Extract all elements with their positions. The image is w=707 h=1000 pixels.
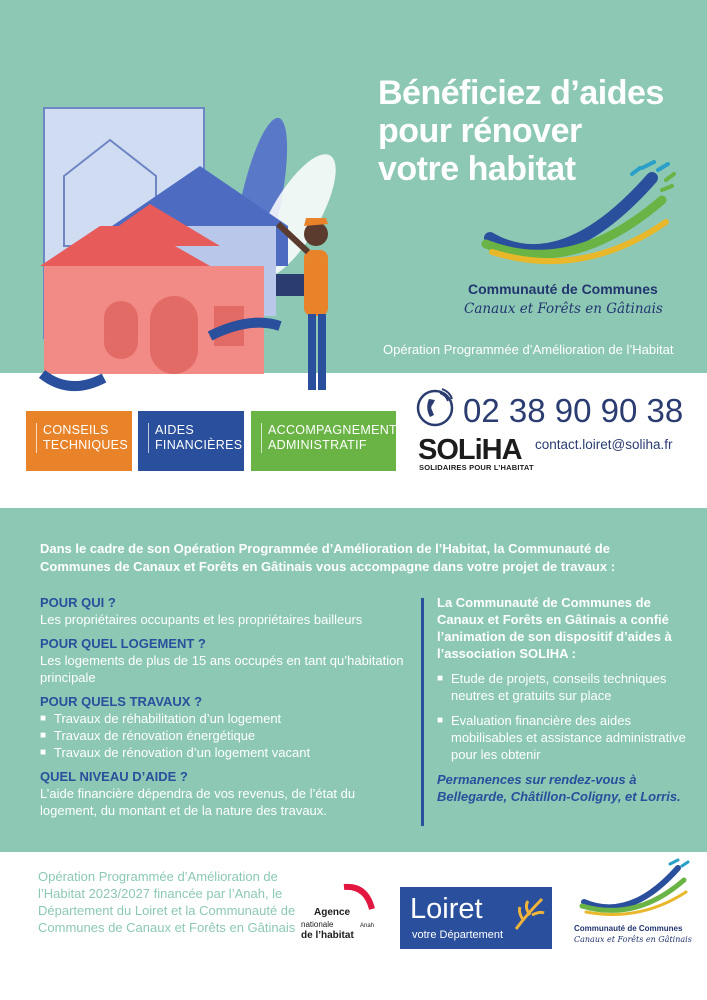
service-conseils: [26, 411, 132, 471]
service-aides: [138, 411, 244, 471]
service-accompagnement: [251, 411, 396, 471]
service-line: AIDES: [155, 423, 195, 437]
section-title: POUR QUEL LOGEMENT ?: [40, 636, 206, 651]
section-text: Les propriétaires occupants et les propriétaires bailleurs: [40, 612, 363, 627]
section-logement: [40, 635, 410, 686]
soliha-logo: SOLiHA: [418, 434, 522, 466]
anah-line: de l’habitat: [301, 930, 354, 941]
list-item: ■ Etude de projets, conseils techniques neutres et gratuits sur place: [437, 670, 699, 704]
cc-logo-subtitle: Canaux et Forêts en Gâtinais: [464, 301, 663, 317]
wheat-icon: [508, 893, 548, 933]
loiret-title: Loiret: [410, 893, 483, 925]
left-column: [40, 594, 410, 826]
cc-logo-title: Communauté de Communes: [468, 281, 658, 297]
section-title: QUEL NIVEAU D’AIDE ?: [40, 769, 188, 784]
section-title: POUR QUI ?: [40, 595, 116, 610]
cc-small-title: Communauté de Communes: [574, 924, 683, 933]
section-text: L’aide financière dépendra de vos revenus, de l’état du logement, du montant et de la nature des travaux.: [40, 786, 356, 818]
permanences-text: Permanences sur rendez-vous à Bellegarde, Châtillon-Coligny, et Lorris.: [437, 772, 681, 804]
footer-text: Opération Programmée d’Amélioration de l’Habitat 2023/2027 financée par l’Anah, le Département du Loiret et la Communauté de Communes de Canaux et Forêts en Gâtinais: [38, 869, 296, 935]
intro-text: Dans le cadre de son Opération Programmée d’Amélioration de l’Habitat, la Communauté de Communes de Canaux et Forêts en Gâtinais vous accompagne dans votre projet de travaux :: [40, 541, 616, 574]
service-line: ACCOMPAGNEMENT: [268, 423, 397, 437]
cc-swoosh-logo-icon: [462, 160, 678, 280]
cc-logo-small: [574, 858, 694, 948]
section-niveau: [40, 768, 410, 819]
service-line: CONSEILS: [43, 423, 109, 437]
right-heading: La Communauté de Communes de Canaux et Forêts en Gâtinais a confié l’animation de son dispositif d’aides à l’association SOLIHA :: [437, 595, 672, 661]
loiret-subtitle: votre Département: [412, 929, 504, 941]
service-line: TECHNIQUES: [43, 438, 128, 452]
contact-email[interactable]: contact.loiret@soliha.fr: [535, 437, 673, 452]
list-item: ■ Travaux de rénovation d’un logement vacant: [40, 744, 410, 761]
loiret-logo: [400, 887, 552, 949]
program-label: Opération Programmée d’Amélioration de l’Habitat: [383, 342, 674, 357]
list-item: ■ Travaux de rénovation énergétique: [40, 727, 410, 744]
column-divider: [421, 598, 424, 826]
section-travaux: [40, 693, 410, 761]
soliha-tagline: SOLIDAIRES POUR L’HABITAT: [419, 463, 534, 472]
section-text: Les logements de plus de 15 ans occupés en tant qu’habitation principale: [40, 653, 404, 685]
right-column: [437, 594, 699, 805]
list-item: ■ Evaluation financière des aides mobilisables et assistance administrative pour les obtenir: [437, 712, 699, 763]
cc-swoosh-small-icon: [574, 858, 694, 922]
headline-line: votre habitat: [378, 150, 576, 188]
headline-line: Bénéficiez d’aides: [378, 74, 664, 112]
service-line: FINANCIÈRES: [155, 438, 243, 452]
anah-line: Agence: [314, 907, 351, 918]
cc-logo: [462, 160, 678, 332]
headline-line: pour rénover: [378, 112, 582, 150]
house-renovation-illustration: [20, 96, 360, 396]
list-item: ■ Travaux de réhabilitation d’un logement: [40, 710, 410, 727]
cc-small-subtitle: Canaux et Forêts en Gâtinais: [574, 935, 692, 944]
anah-line: Anah: [360, 923, 375, 929]
anah-line: nationale: [301, 920, 334, 929]
phone-icon: [414, 387, 456, 429]
section-pour-qui: [40, 594, 410, 628]
section-title: POUR QUELS TRAVAUX ?: [40, 694, 203, 709]
phone-number[interactable]: 02 38 90 90 38: [463, 392, 684, 429]
service-line: ADMINISTRATIF: [268, 438, 367, 452]
anah-logo: [300, 883, 380, 943]
